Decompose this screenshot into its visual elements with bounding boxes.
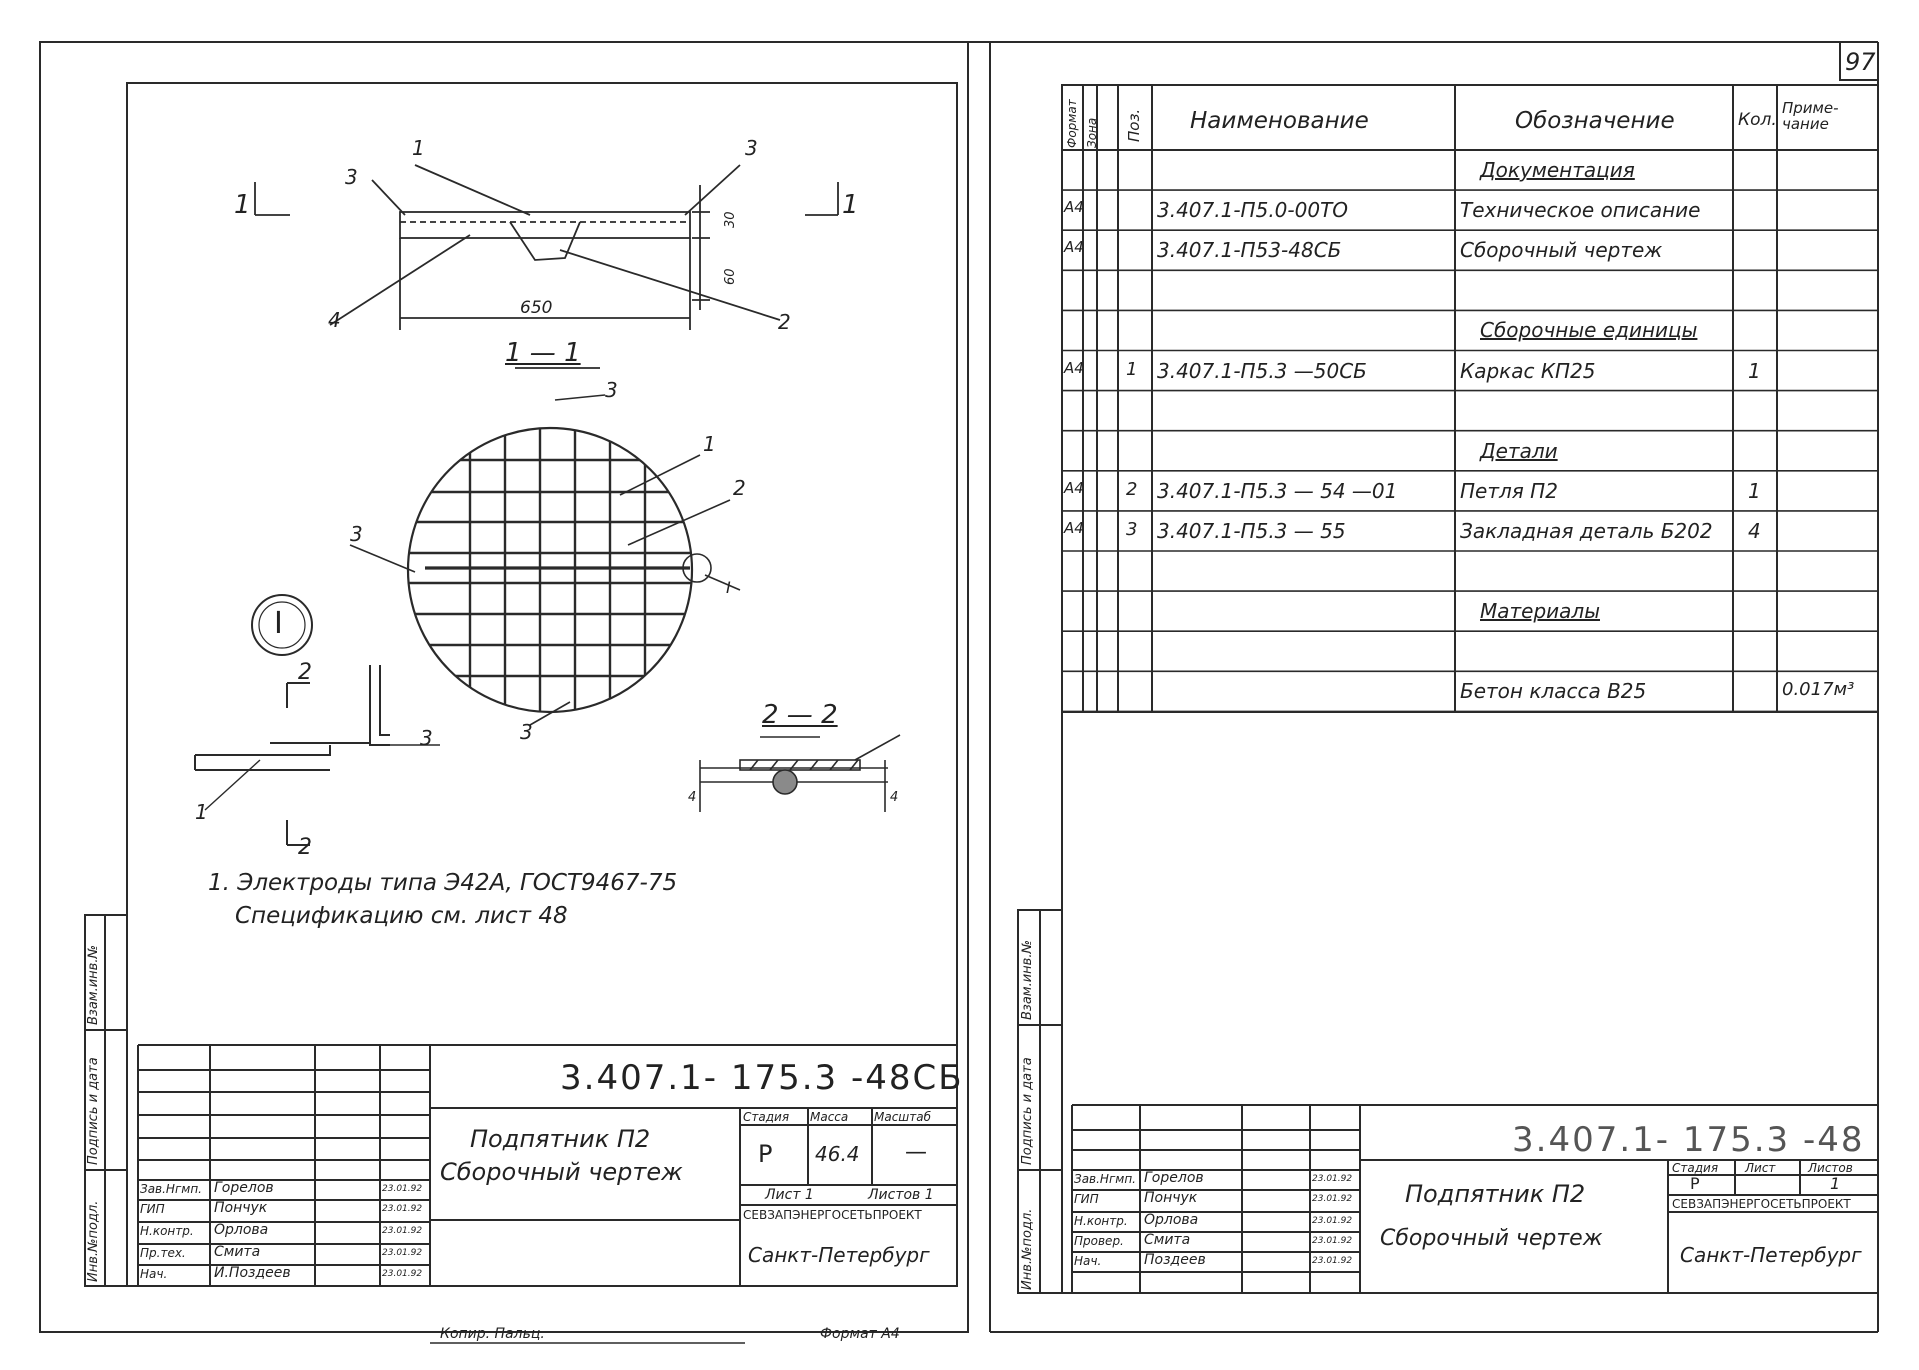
header-name: Наименование <box>1190 108 1369 134</box>
pos-label: 4 <box>328 308 341 332</box>
role: Н.контр. <box>1074 1214 1128 1228</box>
name: Пончук <box>214 1200 268 1216</box>
page-number: 97 <box>1845 48 1876 76</box>
name: И.Поздеев <box>214 1265 291 1281</box>
stamp-sheets: 1 <box>1830 1174 1841 1193</box>
pos-label: 3 <box>420 726 433 750</box>
date: 23.01.92 <box>1312 1236 1353 1246</box>
side-label: Подпись и дата <box>1020 1057 1035 1165</box>
dim-b: 4 <box>890 790 899 805</box>
section-1-1 <box>350 368 740 725</box>
dim-h2: 60 <box>723 268 738 285</box>
date: 23.01.92 <box>382 1184 423 1194</box>
spec-cell-format: А4 <box>1064 358 1084 377</box>
pos-label: 3 <box>345 165 358 189</box>
date: 23.01.92 <box>1312 1174 1353 1184</box>
section-mark-left: 1 <box>234 190 251 220</box>
spec-cell-designation: Документация <box>1480 158 1635 182</box>
arrow-2-top: 2 <box>298 660 312 685</box>
stamp-code: 3.407.1- 175.3 -48СБ <box>560 1058 964 1098</box>
footer-format: Формат А4 <box>820 1326 900 1342</box>
date: 23.01.92 <box>382 1269 423 1279</box>
stamp-mass: 46.4 <box>815 1142 860 1166</box>
spec-cell-designation: Техническое описание <box>1460 198 1701 223</box>
spec-cell-pos: 2 <box>1126 478 1138 500</box>
side-label: Взам.инв.№ <box>1020 940 1035 1020</box>
side-label: Инв.№подл. <box>86 1200 101 1282</box>
name: Смита <box>1144 1232 1191 1248</box>
stamp-scale: — <box>905 1140 927 1165</box>
pos-label: 3 <box>350 522 363 546</box>
stamp-name-2: Сборочный чертеж <box>1380 1226 1603 1251</box>
name: Горелов <box>214 1180 274 1196</box>
section-2-2-title: 2 — 2 <box>762 700 838 730</box>
stamp-stage-h: Стадия <box>743 1110 790 1124</box>
stamp-sheet-h: Лист <box>1745 1161 1776 1175</box>
role: Нач. <box>140 1267 168 1281</box>
spec-cell-format: А4 <box>1064 198 1084 217</box>
spec-cell-name: 3.407.1-П5.0-00ТО <box>1157 198 1349 223</box>
pos-label: 1 <box>195 800 208 824</box>
section-2-2 <box>700 735 900 812</box>
pos-label: 2 <box>778 310 791 334</box>
header-qty: Кол. <box>1738 110 1777 130</box>
spec-cell-designation: Материалы <box>1480 599 1600 624</box>
role: Зав.Нгмп. <box>140 1182 202 1196</box>
header-pos: Поз. <box>1125 108 1143 142</box>
role: Н.контр. <box>140 1224 194 1238</box>
spec-cell-designation: Петля П2 <box>1460 478 1558 503</box>
spec-row-lines <box>1062 190 1878 711</box>
spec-cell-name: 3.407.1-П53-48СБ <box>1157 238 1342 263</box>
stamp-code: 3.407.1- 175.3 -48 <box>1512 1120 1865 1160</box>
spec-cell-format: А4 <box>1064 238 1084 257</box>
spec-cell-designation: Бетон класса В25 <box>1460 679 1647 704</box>
section-1-1-title: 1 — 1 <box>505 338 581 368</box>
date: 23.01.92 <box>1312 1216 1353 1226</box>
node-i-ref: I <box>726 578 731 597</box>
date: 23.01.92 <box>1312 1194 1353 1204</box>
header-note: Приме-чание <box>1782 99 1839 133</box>
spec-cell-qty: 4 <box>1748 518 1761 543</box>
stamp-name-2: Сборочный чертеж <box>440 1158 683 1186</box>
stamp-city: Санкт-Петербург <box>1680 1243 1862 1267</box>
role: Нач. <box>1074 1254 1102 1268</box>
stamp-name-1: Подпятник П2 <box>1405 1180 1586 1208</box>
date: 23.01.92 <box>382 1226 423 1236</box>
stamp-sheets-h: Листов <box>1808 1161 1853 1175</box>
side-label: Взам.инв.№ <box>86 945 101 1025</box>
arrow-2-bottom: 2 <box>298 835 312 860</box>
name: Орлова <box>1144 1212 1199 1228</box>
note-line-2: Спецификацию см. лист 48 <box>235 903 568 929</box>
spec-cell-designation: Сборочный чертеж <box>1460 238 1663 263</box>
stamp-stage: Р <box>1690 1174 1700 1193</box>
stamp-sheet: Лист 1 <box>765 1187 814 1203</box>
stamp-stage: Р <box>758 1140 773 1168</box>
spec-cell-name: 3.407.1-П5.3 — 55 <box>1157 518 1346 543</box>
stamp-name-1: Подпятник П2 <box>470 1125 651 1153</box>
role: ГИП <box>1074 1192 1099 1206</box>
stamp-org: СЕВЗАПЭНЕРГОСЕТЬПРОЕКТ <box>743 1208 922 1222</box>
dim-length: 650 <box>520 298 553 318</box>
date: 23.01.92 <box>382 1204 423 1214</box>
stamp-org: СЕВЗАПЭНЕРГОСЕТЬПРОЕКТ <box>1672 1197 1851 1211</box>
side-label: Подпись и дата <box>86 1057 101 1165</box>
stamp-scale-h: Масштаб <box>874 1110 932 1124</box>
spec-cell-designation: Каркас КП25 <box>1460 358 1596 383</box>
spec-cell-designation: Детали <box>1480 438 1558 463</box>
node-i-label: I <box>274 606 283 641</box>
stamp-sheets: Листов 1 <box>868 1187 934 1203</box>
header-format: Формат <box>1065 99 1079 148</box>
spec-cell-designation: Закладная деталь Б202 <box>1460 518 1713 543</box>
pos-label: 3 <box>605 378 618 402</box>
role: Пр.тех. <box>140 1246 186 1260</box>
pos-label: 1 <box>703 432 716 456</box>
role: Провер. <box>1074 1234 1124 1248</box>
spec-cell-qty: 1 <box>1748 478 1761 503</box>
pos-label: 3 <box>745 136 758 160</box>
side-label: Инв.№подл. <box>1020 1208 1035 1290</box>
pos-label: 2 <box>733 476 746 500</box>
stamp-city: Санкт-Петербург <box>748 1243 930 1267</box>
role: ГИП <box>140 1202 165 1216</box>
spec-cell-note: 0.017м³ <box>1782 679 1855 701</box>
header-designation: Обозначение <box>1515 108 1675 134</box>
spec-cell-format: А4 <box>1064 478 1084 497</box>
name: Поздеев <box>1144 1252 1206 1268</box>
pos-label: 1 <box>412 136 425 160</box>
pos-label: 3 <box>520 720 533 744</box>
note-line-1: 1. Электроды типа Э42А, ГОСТ9467-75 <box>208 870 678 896</box>
name: Смита <box>214 1244 261 1260</box>
header-zone: Зона <box>1085 117 1099 148</box>
stamp-mass-h: Масса <box>810 1110 849 1124</box>
footer-copy: Копир. Пальц. <box>440 1326 545 1342</box>
spec-cell-format: А4 <box>1064 518 1084 537</box>
spec-cell-pos: 1 <box>1126 358 1138 380</box>
role: Зав.Нгмп. <box>1074 1172 1136 1186</box>
spec-cell-qty: 1 <box>1748 358 1761 383</box>
name: Орлова <box>214 1222 269 1238</box>
spec-cell-name: 3.407.1-П5.3 — 54 —01 <box>1157 478 1398 503</box>
node-i-detail <box>195 595 440 845</box>
name: Горелов <box>1144 1170 1204 1186</box>
spec-cell-pos: 3 <box>1126 518 1138 540</box>
date: 23.01.92 <box>382 1248 423 1258</box>
stamp-stage-h: Стадия <box>1672 1161 1719 1175</box>
spec-cell-name: 3.407.1-П5.3 —50СБ <box>1157 358 1367 383</box>
name: Пончук <box>1144 1190 1198 1206</box>
dim-a: 4 <box>688 790 697 805</box>
date: 23.01.92 <box>1312 1256 1353 1266</box>
dim-h1: 30 <box>723 211 738 228</box>
section-mark-right: 1 <box>842 190 859 220</box>
spec-cell-designation: Сборочные единицы <box>1480 318 1698 343</box>
